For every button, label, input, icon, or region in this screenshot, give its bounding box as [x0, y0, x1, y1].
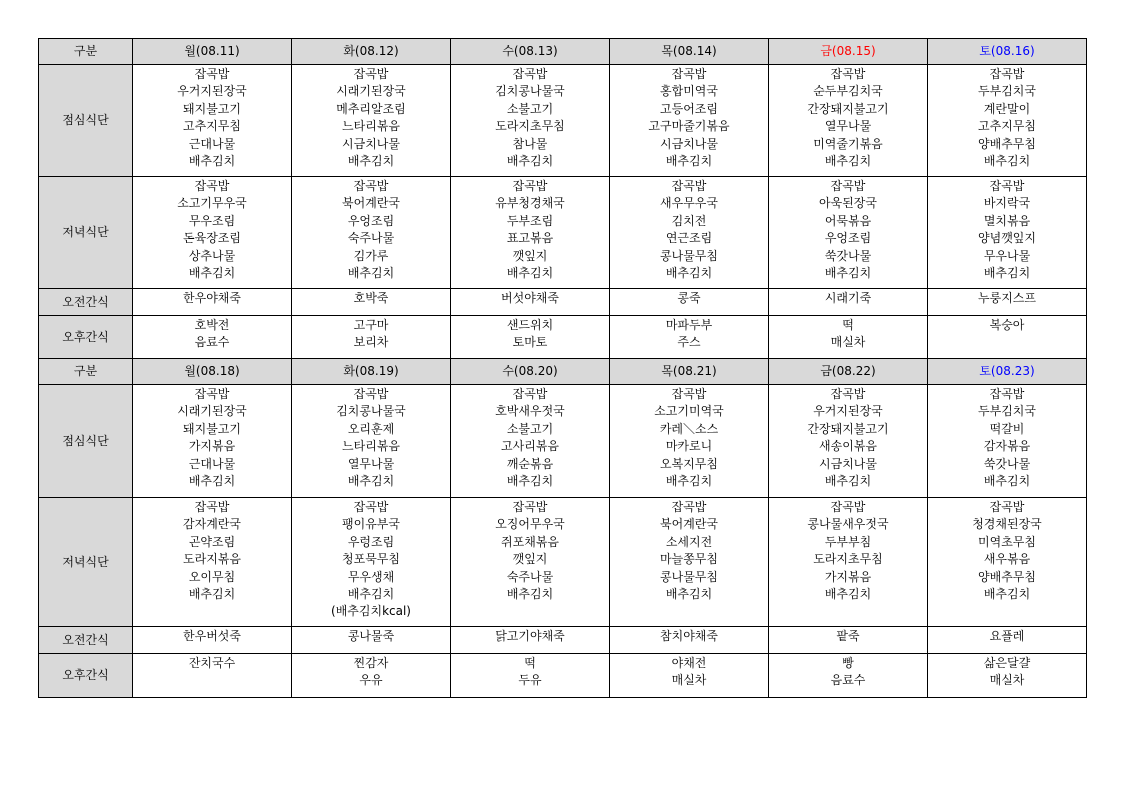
week2-pm-snack-mon: 잔치국수 — [133, 654, 292, 698]
week1-pm-snack-fri: 떡 매실차 — [769, 316, 928, 359]
week2-pm-snack-fri: 빵 음료수 — [769, 654, 928, 698]
week2-lunch-tue: 잡곡밥 김치콩나물국 오리훈제 느타리볶음 열무나물 배추김치 — [292, 385, 451, 498]
weekly-meal-table — [38, 38, 1087, 698]
week1-day-tue: 화(08.12) — [292, 39, 451, 65]
dinner-label: 저녁식단 — [39, 177, 133, 289]
week1-am-snack-mon: 한우야채죽 — [133, 289, 292, 316]
week1-lunch-tue: 잡곡밥 시래기된장국 메추리알조림 느타리볶음 시금치나물 배추김치 — [292, 65, 451, 177]
week2-day-tue: 화(08.19) — [292, 359, 451, 385]
week2-dinner-sat: 잡곡밥 청경채된장국 미역초무침 새우볶음 양배추무침 배추김치 — [928, 498, 1087, 627]
week2-day-fri: 금(08.22) — [769, 359, 928, 385]
week1-lunch-wed: 잡곡밥 김치콩나물국 소불고기 도라지초무침 참나물 배추김치 — [451, 65, 610, 177]
week1-dinner-sat: 잡곡밥 바지락국 멸치볶음 양념깻잎지 무우나물 배추김치 — [928, 177, 1087, 289]
week1-dinner-thu: 잡곡밥 새우무우국 김치전 연근조림 콩나물무침 배추김치 — [610, 177, 769, 289]
week2-dinner-tue: 잡곡밥 팽이유부국 우렁조림 청포묵무침 무우생채 배추김치 (배추김치kcal) — [292, 498, 451, 627]
lunch-label: 점심식단 — [39, 65, 133, 177]
week1-am-snack-sat: 누룽지스프 — [928, 289, 1087, 316]
week2-am-snack-thu: 참치야채죽 — [610, 627, 769, 654]
week2-am-snack-fri: 팥죽 — [769, 627, 928, 654]
week1-am-snack-wed: 버섯야채죽 — [451, 289, 610, 316]
am-snack-label: 오전간식 — [39, 289, 133, 316]
gubun-label: 구분 — [39, 359, 133, 385]
week1-am-snack-fri: 시래기죽 — [769, 289, 928, 316]
week2-dinner-fri: 잡곡밥 콩나물새우젓국 두부부침 도라지초무침 가지볶음 배추김치 — [769, 498, 928, 627]
week2-dinner-thu: 잡곡밥 북어계란국 소세지전 마늘쫑무침 콩나물무침 배추김치 — [610, 498, 769, 627]
week2-header-row — [39, 359, 1087, 385]
week1-dinner-row — [39, 177, 1087, 289]
week1-dinner-mon: 잡곡밥 소고기무우국 무우조림 돈육장조림 상추나물 배추김치 — [133, 177, 292, 289]
week1-dinner-tue: 잡곡밥 북어계란국 우엉조림 숙주나물 김가루 배추김치 — [292, 177, 451, 289]
week2-lunch-sat: 잡곡밥 두부김치국 떡갈비 감자볶음 쑥갓나물 배추김치 — [928, 385, 1087, 498]
week2-day-sat: 토(08.23) — [928, 359, 1087, 385]
week2-pm-snack-tue: 찐감자 우유 — [292, 654, 451, 698]
week1-dinner-wed: 잡곡밥 유부청경채국 두부조림 표고볶음 깻잎지 배추김치 — [451, 177, 610, 289]
week2-am-snack-row — [39, 627, 1087, 654]
week2-pm-snack-thu: 야채전 매실차 — [610, 654, 769, 698]
week2-lunch-mon: 잡곡밥 시래기된장국 돼지불고기 가지볶음 근대나물 배추김치 — [133, 385, 292, 498]
week2-am-snack-tue: 콩나물죽 — [292, 627, 451, 654]
week2-dinner-wed: 잡곡밥 오징어무우국 쥐포채볶음 깻잎지 숙주나물 배추김치 — [451, 498, 610, 627]
week1-day-sat: 토(08.16) — [928, 39, 1087, 65]
week2-pm-snack-wed: 떡 두유 — [451, 654, 610, 698]
week1-pm-snack-tue: 고구마 보리차 — [292, 316, 451, 359]
week2-dinner-mon: 잡곡밥 감자계란국 곤약조림 도라지볶음 오이무침 배추김치 — [133, 498, 292, 627]
week1-pm-snack-mon: 호박전 음료수 — [133, 316, 292, 359]
week1-am-snack-row — [39, 289, 1087, 316]
week1-pm-snack-wed: 샌드위치 토마토 — [451, 316, 610, 359]
lunch-label: 점심식단 — [39, 385, 133, 498]
week1-lunch-thu: 잡곡밥 홍합미역국 고등어조림 고구마줄기볶음 시금치나물 배추김치 — [610, 65, 769, 177]
week2-lunch-row — [39, 385, 1087, 498]
week1-lunch-row — [39, 65, 1087, 177]
pm-snack-label: 오후간식 — [39, 654, 133, 698]
pm-snack-label: 오후간식 — [39, 316, 133, 359]
week1-pm-snack-row — [39, 316, 1087, 359]
am-snack-label: 오전간식 — [39, 627, 133, 654]
week2-lunch-thu: 잡곡밥 소고기미역국 카레＼소스 마카로니 오복지무침 배추김치 — [610, 385, 769, 498]
week1-day-wed: 수(08.13) — [451, 39, 610, 65]
dinner-label: 저녁식단 — [39, 498, 133, 627]
week1-header-row — [39, 39, 1087, 65]
week1-pm-snack-sat: 복숭아 — [928, 316, 1087, 359]
week1-lunch-fri: 잡곡밥 순두부김치국 간장돼지불고기 열무나물 미역줄기볶음 배추김치 — [769, 65, 928, 177]
week1-am-snack-tue: 호박죽 — [292, 289, 451, 316]
week2-day-wed: 수(08.20) — [451, 359, 610, 385]
week1-dinner-fri: 잡곡밥 아욱된장국 어묵볶음 우엉조림 쑥갓나물 배추김치 — [769, 177, 928, 289]
week2-am-snack-mon: 한우버섯죽 — [133, 627, 292, 654]
week1-day-fri: 금(08.15) — [769, 39, 928, 65]
week2-lunch-wed: 잡곡밥 호박새우젓국 소불고기 고사리볶음 깨순볶음 배추김치 — [451, 385, 610, 498]
week2-am-snack-sat: 요플레 — [928, 627, 1087, 654]
week2-day-mon: 월(08.18) — [133, 359, 292, 385]
week2-dinner-row — [39, 498, 1087, 627]
gubun-label: 구분 — [39, 39, 133, 65]
week1-day-thu: 목(08.14) — [610, 39, 769, 65]
week2-pm-snack-row — [39, 654, 1087, 698]
week1-am-snack-thu: 콩죽 — [610, 289, 769, 316]
week2-pm-snack-sat: 삶은달걀 매실차 — [928, 654, 1087, 698]
week1-day-mon: 월(08.11) — [133, 39, 292, 65]
week2-day-thu: 목(08.21) — [610, 359, 769, 385]
week1-lunch-sat: 잡곡밥 두부김치국 계란말이 고추지무침 양배추무침 배추김치 — [928, 65, 1087, 177]
week2-am-snack-wed: 닭고기야채죽 — [451, 627, 610, 654]
week1-pm-snack-thu: 마파두부 주스 — [610, 316, 769, 359]
week2-lunch-fri: 잡곡밥 우거지된장국 간장돼지불고기 새송이볶음 시금치나물 배추김치 — [769, 385, 928, 498]
week1-lunch-mon: 잡곡밥 우거지된장국 돼지불고기 고추지무침 근대나물 배추김치 — [133, 65, 292, 177]
